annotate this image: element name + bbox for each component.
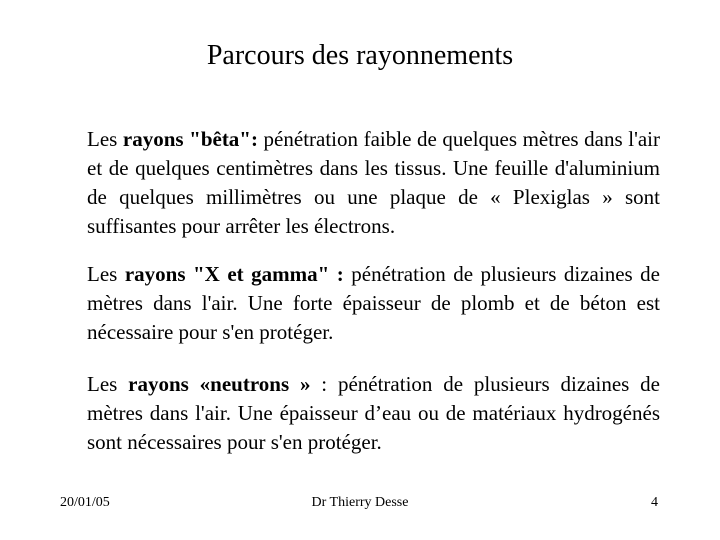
paragraph-bold-term: rayons «neutrons » [128,372,311,396]
footer-page-number: 4 [651,495,658,510]
paragraph-x-gamma [87,260,660,347]
paragraph-prefix: Les [87,127,123,151]
paragraph-text: pénétration de plusieurs dizaines de mètres dans l'air. Une forte épaisseur de plomb et de béton est nécessaire pour s'en protéger. [87,262,661,344]
footer-author: Dr Thierry Desse [311,495,409,510]
slide-title: Parcours des rayonnements [206,40,514,71]
paragraph-text: pénétration faible de quelques mètres dans l'air et de quelques centimètres dans les tissus. Une feuille d'aluminium de quelques millimètres ou une plaque de « Plexiglas » sont suffisantes pour arrêter les électrons. [87,127,660,238]
paragraph-beta [87,125,660,241]
footer-date: 20/01/05 [60,495,110,510]
paragraph-text: : pénétration de plusieurs dizaines de mètres dans l'air. Une épaisseur d’eau ou de matériaux hydrogénés sont nécessaires pour s'en protéger. [87,372,660,454]
paragraph-bold-term: rayons "X et gamma" : [124,262,344,286]
paragraph-neutrons [87,370,660,457]
paragraph-prefix: Les [87,372,129,396]
paragraph-bold-term: rayons "bêta": [122,127,258,151]
paragraph-prefix: Les [87,262,125,286]
